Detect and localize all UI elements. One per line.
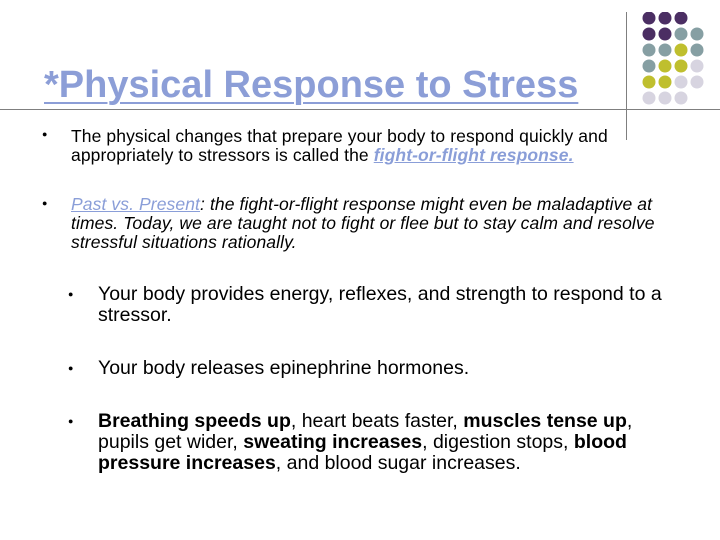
decorative-dot-grid	[642, 12, 720, 120]
decorative-dot	[659, 44, 672, 57]
decorative-dot	[691, 44, 704, 57]
bullet-icon: ●	[68, 289, 74, 299]
subpoint-2: Your body releases epinephrine hormones.	[98, 357, 470, 379]
bullet-icon: ●	[42, 129, 48, 139]
muscles-phrase: muscles tense up	[463, 410, 627, 432]
decorative-dot	[659, 92, 672, 105]
blood-pressure-phrase: blood pressure increases	[98, 431, 627, 474]
decorative-dot	[675, 60, 688, 73]
decorative-dot	[691, 76, 704, 89]
decorative-dot	[675, 12, 688, 25]
point-1-period: .	[568, 145, 574, 165]
subpoint-1: Your body provides energy, reflexes, and strength to respond to a stressor.	[98, 283, 662, 326]
decorative-dot	[691, 28, 704, 41]
point-2	[71, 195, 691, 252]
decorative-dot	[675, 28, 688, 41]
horizontal-rule	[0, 109, 720, 110]
fight-or-flight-link[interactable]: fight-or-flight response	[373, 145, 569, 165]
bullet-icon: ●	[68, 416, 74, 426]
point-1-text: The physical changes that prepare your body to respond quickly and appropriately to stressors is called the	[71, 126, 608, 165]
point-1	[71, 127, 691, 165]
decorative-dot	[675, 76, 688, 89]
decorative-dot	[643, 76, 656, 89]
subpoint-3: Breathing speeds up, heart beats faster, muscles tense up, pupils get wider, sweating increases, digestion stops, blood pressure increases, and blood sugar increases.	[98, 410, 633, 474]
decorative-dot	[643, 12, 656, 25]
decorative-dot	[659, 76, 672, 89]
slide-title: *Physical Response to Stress	[44, 64, 579, 106]
past-vs-present-link[interactable]: Past vs. Present	[71, 194, 201, 214]
decorative-dot	[643, 92, 656, 105]
decorative-dot	[675, 44, 688, 57]
decorative-dot	[643, 60, 656, 73]
sweating-phrase: sweating increases	[243, 431, 423, 453]
point-2-text: : the fight-or-flight response might even be maladaptive at times. Today, we are taught not to fight or flee but to stay calm and resolve stressful situations rationally.	[71, 194, 655, 252]
decorative-dot	[675, 92, 688, 105]
decorative-dot	[691, 60, 704, 73]
bullet-icon: ●	[68, 363, 74, 373]
decorative-dot	[643, 28, 656, 41]
breathing-phrase: Breathing speeds up	[98, 410, 291, 432]
bullet-icon: ●	[42, 198, 48, 208]
vertical-rule	[626, 12, 627, 140]
decorative-dot	[659, 28, 672, 41]
decorative-dot	[643, 44, 656, 57]
decorative-dot	[659, 12, 672, 25]
decorative-dot	[659, 60, 672, 73]
